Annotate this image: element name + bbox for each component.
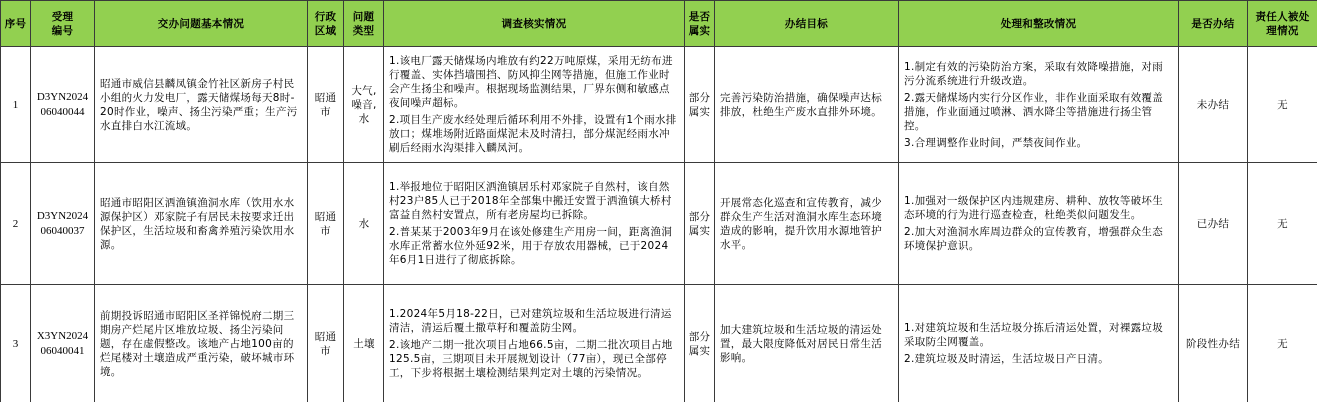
region-cell: 昭通市 <box>308 285 344 402</box>
verified-status: 部分属实 <box>688 330 711 357</box>
goal-text: 加大建筑垃圾和生活垃圾的清运处置，最大限度降低对居民日常生活影响。 <box>720 323 882 364</box>
rectification-item: 2.建筑垃圾及时清运，生活垃圾日产日清。 <box>904 353 1110 365</box>
investigation-cell <box>384 47 685 163</box>
rectification-item: 1.对建筑垃圾和生活垃圾分拣后清运处置，对裸露垃圾采取防尘网覆盖。 <box>904 322 1164 348</box>
case-id-cell <box>31 163 95 285</box>
header-verified <box>685 1 715 47</box>
investigation-item: 2.普某某于2003年9月在该处修建生产用房一间，距离渔洞水库正常蓄水位外延92米，用于存放农用器械，已于2024年6月1日进行了彻底拆除。 <box>389 226 673 266</box>
header-accountability-label: 责任人被处理情况 <box>1255 10 1310 37</box>
header-verified-label: 是否属实 <box>688 10 711 37</box>
case-id-cell <box>31 285 95 402</box>
header-accountability <box>1248 1 1317 47</box>
header-goal-label: 办结目标 <box>784 17 829 30</box>
closed-status-cell: 阶段性办结 <box>1179 285 1248 402</box>
rectification-item: 2.加大对渔洞水库周边群众的宣传教育，增强群众生态环境保护意识。 <box>904 226 1164 252</box>
closed-status-cell: 未办结 <box>1179 47 1248 163</box>
header-issue-type-label: 问题类型 <box>352 10 375 37</box>
header-investigation <box>384 1 685 47</box>
serial-cell: 3 <box>1 285 31 402</box>
header-closed-label: 是否办结 <box>1191 17 1235 30</box>
table-row <box>1 285 1317 402</box>
goal-text: 完善污染防治措施，确保噪声达标排放，杜绝生产废水直排外环境。 <box>720 91 882 118</box>
header-case-id-label: 受理编号 <box>51 10 74 37</box>
case-id: X3YN202406040041 <box>36 329 89 357</box>
rectification-item: 1.制定有效的污染防治方案，采取有效降噪措施，对雨污分流系统进行升级改造。 <box>904 60 1164 87</box>
issue-type-cell <box>344 47 384 163</box>
basic-info-text: 昭通市昭阳区洒渔镇渔洞水库（饮用水水源保护区）邓家院子有居民未按要求迁出保护区，生活垃圾和畜禽养殖污染饮用水源。 <box>100 196 295 251</box>
investigation-item: 2.该地产二期一批次项目占地66.5亩，二期二批次项目占地125.5亩，三期项目未开展规划设计（77亩），现已全部停工，下步将根据土壤检测结果判定对土壤的污染情况。 <box>389 339 673 379</box>
accountability-cell: 无 <box>1248 285 1317 402</box>
header-serial-label: 序号 <box>4 17 27 30</box>
issue-type: 土壤 <box>353 337 375 350</box>
serial-cell: 1 <box>1 47 31 163</box>
accountability-cell: 无 <box>1248 163 1317 285</box>
header-rectification <box>899 1 1179 47</box>
basic-info-cell <box>95 285 308 402</box>
verified-status: 部分属实 <box>688 210 711 237</box>
verified-status: 部分属实 <box>688 91 711 118</box>
case-id-cell <box>31 47 95 163</box>
header-case-id <box>31 1 95 47</box>
issue-type: 水 <box>358 217 370 230</box>
header-basic-info-label: 交办问题基本情况 <box>157 17 245 30</box>
issue-type-cell <box>344 285 384 402</box>
case-id: D3YN202406040044 <box>36 90 89 118</box>
rectification-text <box>904 321 1172 366</box>
investigation-cell <box>384 285 685 402</box>
closed-status-cell: 已办结 <box>1179 163 1248 285</box>
rectification-text <box>904 60 1172 150</box>
serial-cell: 2 <box>1 163 31 285</box>
header-region-label: 行政区域 <box>314 10 337 37</box>
header-goal <box>715 1 899 47</box>
basic-info-text: 昭通市威信县麟凤镇金竹社区新房子村民小组的火力发电厂，露天储煤场每天8时-20时作业，噪声、扬尘污染严重；生产污水直排白水江流域。 <box>100 77 298 132</box>
accountability-cell: 无 <box>1248 47 1317 163</box>
investigation-cell <box>384 163 685 285</box>
rectification-cell <box>899 163 1179 285</box>
goal-cell <box>715 285 899 402</box>
header-row <box>1 1 1317 47</box>
issue-type-cell <box>344 163 384 285</box>
header-closed <box>1179 1 1248 47</box>
header-issue-type <box>344 1 384 47</box>
goal-cell <box>715 47 899 163</box>
header-investigation-label: 调查核实情况 <box>501 17 567 30</box>
rectification-cell <box>899 47 1179 163</box>
goal-text: 开展常态化巡查和宣传教育，减少群众生产生活对渔洞水库生态环境造成的影响，提升饮用水源地管护水平。 <box>720 196 882 251</box>
investigation-item: 1.该电厂露天储煤场内堆放有约22万吨原煤，采用无纺布进行覆盖、实体挡墙围挡、防风抑尘网等措施，但施工作业时会产生扬尘和噪声。根据现场监测结果，厂界东侧和敏感点夜间噪声超标。 <box>389 55 673 109</box>
goal-cell <box>715 163 899 285</box>
rectification-cell <box>899 285 1179 402</box>
investigation-item: 2.项目生产废水经处理后循环利用不外排，设置有1个雨水排放口；煤堆场附近路面煤泥未及时清扫，部分煤泥经雨水冲刷后经雨水沟渠排入麟凤河。 <box>389 114 677 154</box>
rectification-item: 1.加强对一级保护区内违规建房、耕种、放牧等破坏生态环境的行为进行巡查检查，杜绝类似问题发生。 <box>904 195 1164 221</box>
header-region <box>308 1 344 47</box>
verified-cell <box>685 285 715 402</box>
header-serial <box>1 1 31 47</box>
header-rectification-label: 处理和整改情况 <box>1000 17 1077 30</box>
rectification-item: 3.合理调整作业时间，严禁夜间作业。 <box>904 136 1088 149</box>
basic-info-cell <box>95 163 308 285</box>
issue-type: 大气,噪音,水 <box>351 84 377 125</box>
rectification-text <box>904 194 1172 253</box>
investigation-text <box>389 54 678 155</box>
region-cell: 昭通市 <box>308 47 344 163</box>
region-cell: 昭通市 <box>308 163 344 285</box>
verified-cell <box>685 47 715 163</box>
investigation-item: 1.举报地位于昭阳区洒渔镇居乐村邓家院子自然村，该自然村23户85人已于2018年全部集中搬迁安置于洒渔镇大桥村富益自然村安置点，所有老房屋均已拆除。 <box>389 181 672 221</box>
table-row <box>1 47 1317 163</box>
investigation-text <box>389 180 678 267</box>
basic-info-cell <box>95 47 308 163</box>
rectification-item: 2.露天储煤场内实行分区作业，非作业面采取有效覆盖措施，作业面通过喷淋、洒水降尘等措施进行扬尘管控。 <box>904 91 1164 132</box>
investigation-item: 1.2024年5月18-22日，已对建筑垃圾和生活垃圾进行清运清洁，清运后覆土撒草籽和覆盖防尘网。 <box>389 308 672 334</box>
header-basic-info <box>95 1 308 47</box>
verified-cell <box>685 163 715 285</box>
case-id: D3YN202406040037 <box>36 209 89 237</box>
investigation-text <box>389 307 678 380</box>
table-row <box>1 163 1317 285</box>
basic-info-text: 前期投诉昭通市昭阳区圣祥锦悦府二期三期房产烂尾片区堆放垃圾、扬尘污染问题，存在虚假整改。该地产占地100亩的烂尾楼对土壤造成严重污染，破坏城市环境。 <box>100 309 295 378</box>
